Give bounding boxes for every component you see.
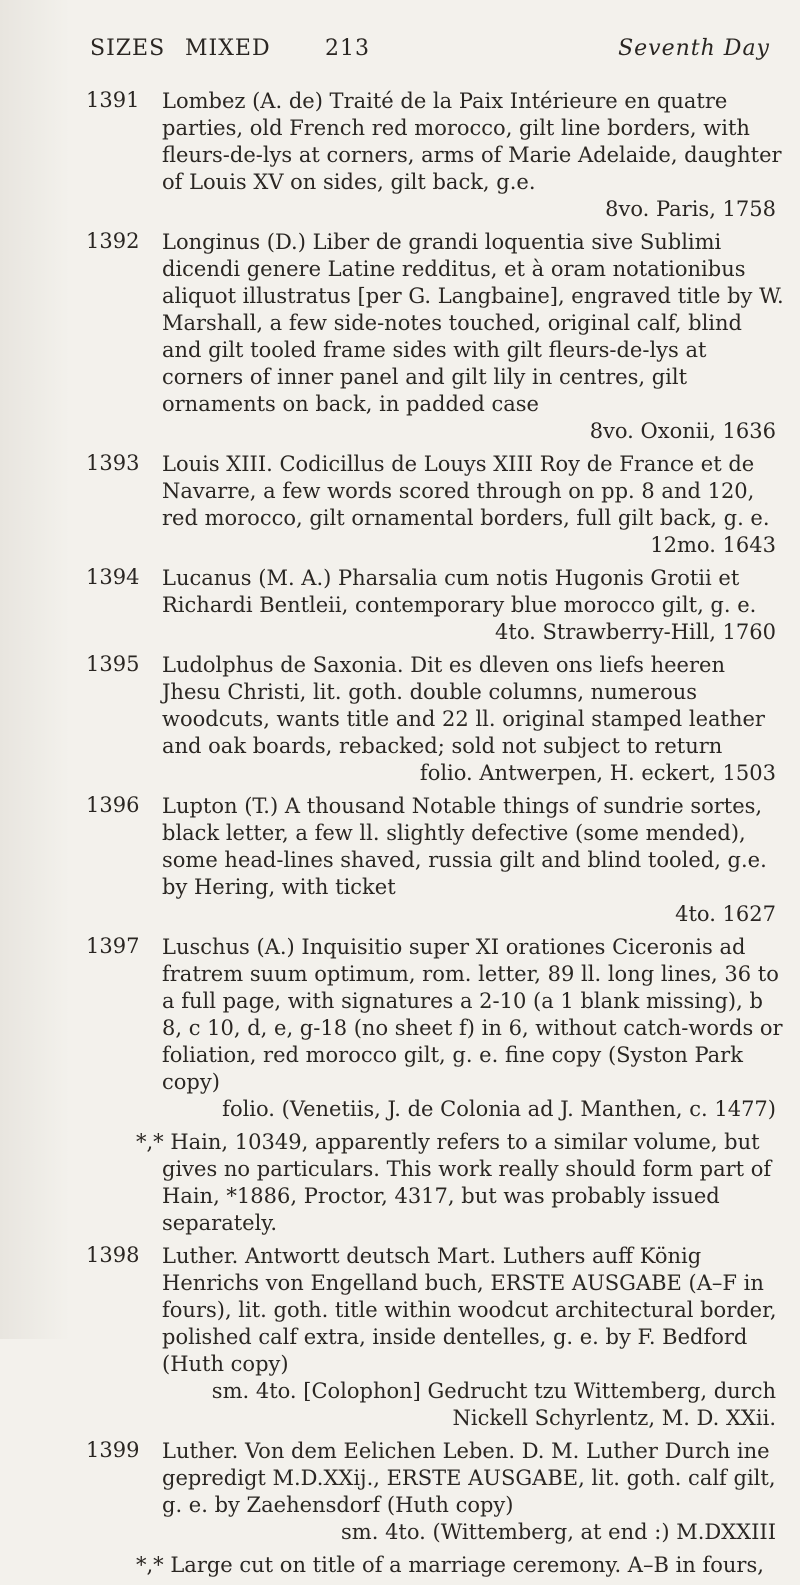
lot-entry	[86, 1438, 786, 1546]
lot-imprint: sm. 4to. (Wittemberg, at end :) M.DXXIII	[341, 1520, 776, 1544]
lot-number: 1395	[86, 652, 140, 676]
header-day: Seventh Day	[618, 36, 770, 61]
lot-entry	[86, 793, 786, 928]
lot-number: 1398	[86, 1243, 140, 1267]
lot-description: Luther. Antwortt deutsch Mart. Luthers auff König Henrichs von Engelland buch, ERSTE AUSGABE (A–F in fours), lit. goth. title within woodcut architectural border, polished calf extra, inside dentelles, g. e. by F. Bedford (Huth copy)	[162, 1244, 777, 1376]
lot-imprint: sm. 4to. [Colophon] Gedrucht tzu Wittemberg, durch Nickell Schyrlentz, M. D. XXii.	[211, 1379, 776, 1430]
lot-number: 1394	[86, 565, 140, 589]
lot-imprint: folio. (Venetiis, J. de Colonia ad J. Manthen, c. 1477)	[222, 1097, 776, 1121]
lot-description: Lucanus (M. A.) Pharsalia cum notis Hugonis Grotii et Richardi Bentleii, contemporary blue morocco gilt, g. e.	[162, 566, 757, 617]
lot-entry	[86, 565, 786, 646]
page-number: 213	[325, 36, 370, 61]
lot-entry	[86, 451, 786, 559]
lot-note	[86, 1129, 786, 1237]
lot-description: Lombez (A. de) Traité de la Paix Intérieure en quatre parties, old French red morocco, gilt line borders, with fleurs-de-lys at corners, arms of Marie Adelaide, daughter of Louis XV on sides, gilt back, g.e.	[162, 89, 782, 194]
lot-number: 1393	[86, 451, 140, 475]
lot-list	[86, 88, 786, 1585]
header-mixed: MIXED	[185, 36, 271, 61]
lot-entry	[86, 934, 786, 1123]
lot-imprint: folio. Antwerpen, H. eckert, 1503	[419, 761, 776, 785]
lot-number: 1391	[86, 88, 140, 112]
lot-description: Ludolphus de Saxonia. Dit es dleven ons liefs heeren Jhesu Christi, lit. goth. double columns, numerous woodcuts, wants title and 22 ll. original stamped leather and oak boards, rebacked; sold not subject to return	[162, 653, 765, 758]
lot-description: Luther. Von dem Eelichen Leben. D. M. Luther Durch ine gepredigt M.D.XXij., ERSTE AUSGABE, lit. goth. calf gilt, g. e. by Zaehensdorf (Huth copy)	[162, 1439, 776, 1517]
lot-entry	[86, 229, 786, 445]
lot-description: Luschus (A.) Inquisitio super XI orationes Ciceronis ad fratrem suum optimum, rom. letter, 89 ll. long lines, 36 to a full page, with signatures a 2-10 (a 1 blank missing), b 8, c 10, d, e, g-18 (no sheet f) in 6, without catch-words or foliation, red morocco gilt, g. e. fine copy (Syston Park copy)	[162, 935, 783, 1094]
lot-number: 1396	[86, 793, 140, 817]
lot-imprint: 4to. Strawberry-Hill, 1760	[495, 620, 776, 644]
lot-imprint: 4to. 1627	[675, 902, 776, 926]
lot-imprint: 12mo. 1643	[650, 533, 776, 557]
lot-entry	[86, 88, 786, 223]
lot-number: 1397	[86, 934, 140, 958]
lot-imprint: 8vo. Oxonii, 1636	[589, 419, 776, 443]
header-sizes: SIZES	[90, 36, 166, 61]
lot-imprint: 8vo. Paris, 1758	[605, 197, 776, 221]
lot-number: 1392	[86, 229, 140, 253]
lot-description: Louis XIII. Codicillus de Louys XIII Roy de France et de Navarre, a few words scored through on pp. 8 and 120, red morocco, gilt ornamental borders, full gilt back, g. e.	[162, 452, 770, 530]
lot-note	[86, 1552, 786, 1579]
lot-description: Lupton (T.) A thousand Notable things of sundrie sortes, black letter, a few ll. slightly defective (some mended), some head-lines shaved, russia gilt and blind tooled, g.e. by Hering, with ticket	[162, 794, 767, 899]
page-edge-shadow	[0, 0, 70, 1339]
lot-entry	[86, 1243, 786, 1432]
lot-entry	[86, 652, 786, 787]
lot-number: 1399	[86, 1438, 140, 1462]
lot-description: Longinus (D.) Liber de grandi loquentia sive Sublimi dicendi genere Latine redditus, et à oram notationibus aliquot illustratus [per G. Langbaine], engraved title by W. Marshall, a few side-notes touched, original calf, blind and gilt tooled frame sides with gilt fleurs-de-lys at corners of inner panel and gilt lily in centres, gilt ornaments on back, in padded case	[162, 230, 784, 416]
note-text: *,* Hain, 10349, apparently refers to a similar volume, but gives no particulars. This work really should form part of Hain, *1886, Proctor, 4317, but was probably issued separately.	[136, 1130, 772, 1235]
note-text: *,* Large cut on title of a marriage ceremony. A–B in fours,	[136, 1553, 764, 1577]
